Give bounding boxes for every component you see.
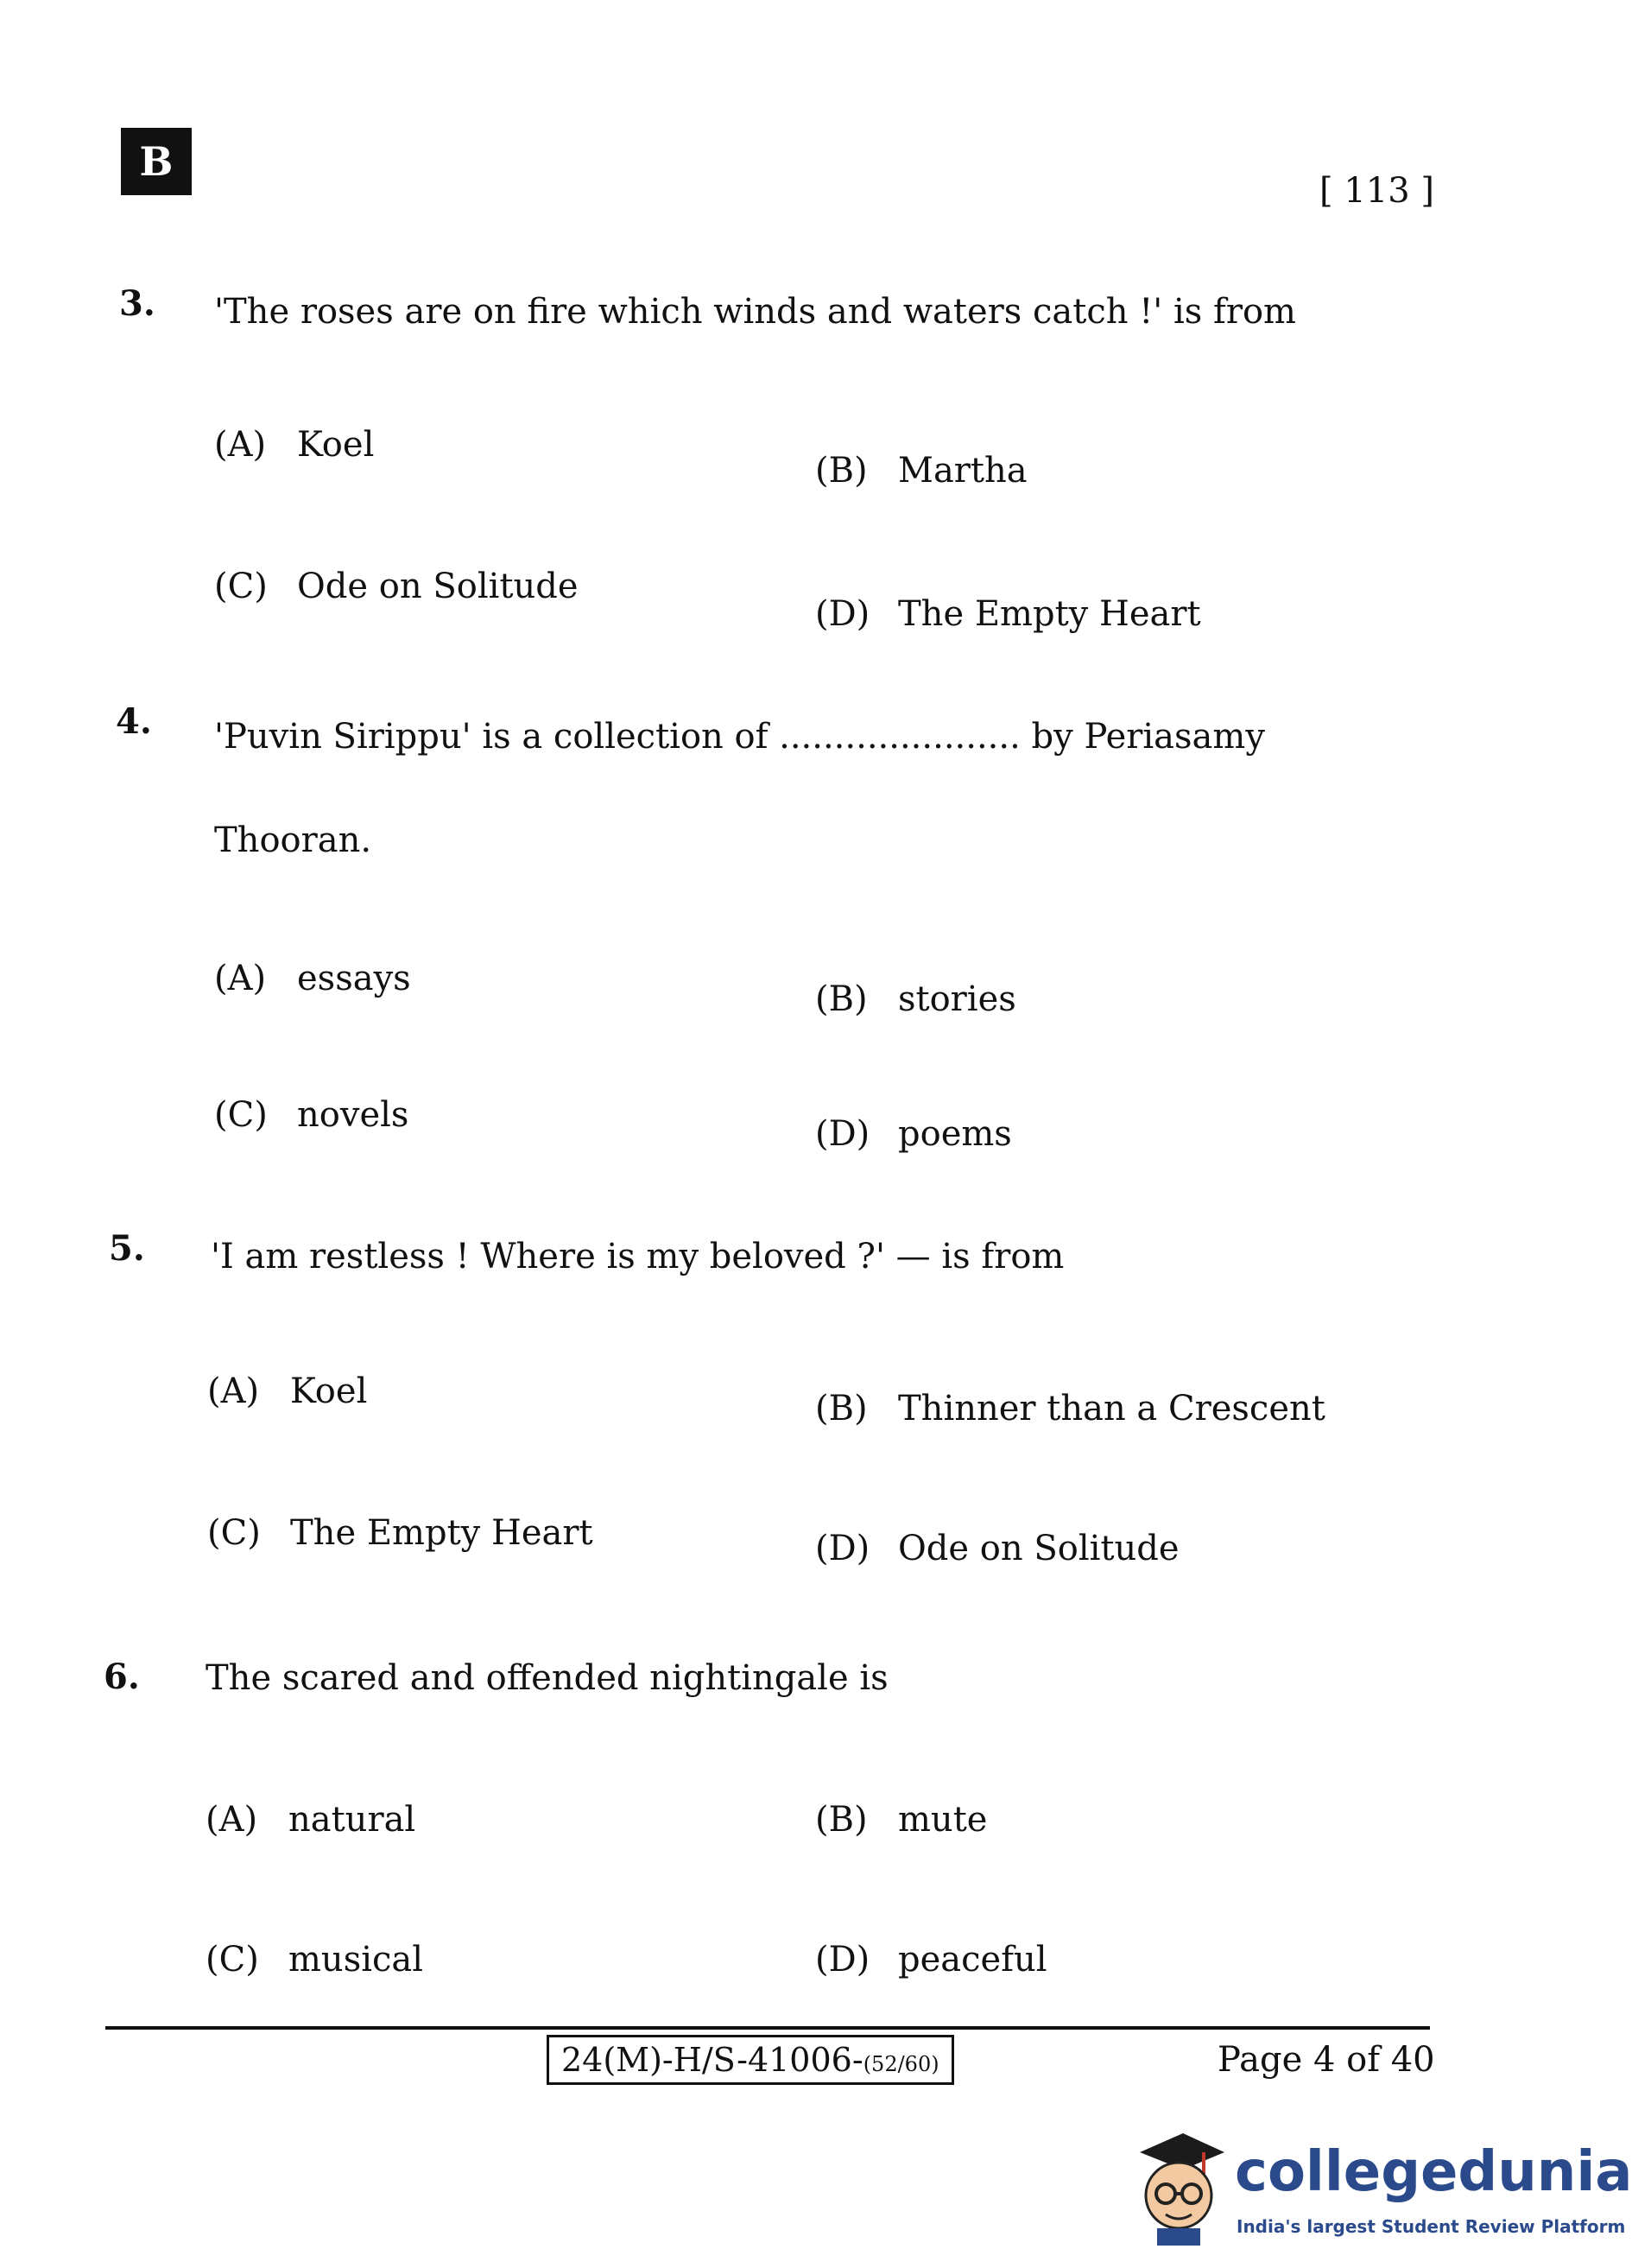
option-text: The Empty Heart: [898, 594, 1201, 634]
option-text: Ode on Solitude: [297, 567, 579, 606]
option-text: novels: [297, 1095, 409, 1135]
question-text-continued: Thooran.: [214, 820, 372, 860]
option-label: (B): [815, 1389, 868, 1429]
option-label: (D): [815, 1940, 870, 1980]
question-text: 'The roses are on fire which winds and waters catch !' is from: [214, 292, 1296, 332]
option-a: [214, 425, 374, 465]
option-label: (D): [815, 1114, 870, 1154]
question-number: 5.: [109, 1228, 145, 1269]
option-b: [815, 1800, 987, 1840]
option-a: [214, 959, 411, 998]
option-b: [815, 1389, 1325, 1429]
option-c: [214, 567, 579, 606]
option-d: [815, 1529, 1180, 1568]
option-text: The Empty Heart: [290, 1513, 593, 1553]
brand-tagline: India's largest Student Review Platform: [1237, 2216, 1626, 2237]
option-text: musical: [288, 1940, 424, 1980]
option-text: natural: [288, 1800, 416, 1840]
option-label: (B): [815, 979, 868, 1019]
option-label: (D): [815, 1529, 870, 1568]
option-text: poems: [898, 1114, 1012, 1154]
option-text: Ode on Solitude: [898, 1529, 1180, 1568]
question-number: 4.: [116, 701, 152, 742]
option-text: Martha: [898, 451, 1028, 491]
paper-code-text: 24(M)-H/S-41006-: [561, 2041, 863, 2079]
option-a: [207, 1372, 367, 1411]
option-text: stories: [898, 979, 1016, 1019]
option-label: (B): [815, 451, 868, 491]
option-label: (A): [206, 1800, 258, 1840]
mascot-logo-icon: [1131, 2126, 1226, 2247]
question-text: The scared and offended nightingale is: [206, 1658, 889, 1698]
option-label: (C): [206, 1940, 259, 1980]
option-c: [207, 1513, 593, 1553]
question-number: 6.: [104, 1657, 140, 1697]
option-label: (C): [214, 1095, 268, 1135]
option-label: (A): [214, 959, 267, 998]
option-text: essays: [297, 959, 411, 998]
option-label: (C): [207, 1513, 261, 1553]
option-label: (A): [207, 1372, 260, 1411]
option-d: [815, 1114, 1012, 1154]
option-label: (A): [214, 425, 267, 465]
page-number: Page 4 of 40: [1218, 2040, 1435, 2080]
paper-code-suffix: (52/60): [863, 2052, 939, 2076]
option-text: Koel: [290, 1372, 368, 1411]
option-text: Koel: [297, 425, 375, 465]
set-badge: B: [121, 128, 192, 195]
question-text: 'Puvin Sirippu' is a collection of ...................... by Periasamy: [214, 717, 1265, 757]
question-number: 3.: [119, 283, 155, 324]
option-d: [815, 1940, 1047, 1980]
option-b: [815, 979, 1016, 1019]
option-a: [206, 1800, 415, 1840]
option-label: (C): [214, 567, 268, 606]
paper-code-number: [ 113 ]: [1319, 171, 1434, 211]
option-text: peaceful: [898, 1940, 1047, 1980]
option-c: [214, 1095, 408, 1135]
footer-divider: [105, 2026, 1430, 2030]
option-b: [815, 451, 1028, 491]
option-label: (B): [815, 1800, 868, 1840]
footer-paper-code: [547, 2035, 954, 2085]
option-text: mute: [898, 1800, 988, 1840]
option-text: Thinner than a Crescent: [898, 1389, 1325, 1429]
option-c: [206, 1940, 423, 1980]
option-d: [815, 594, 1201, 634]
brand-logo-text: collegedunia: [1235, 2140, 1632, 2204]
question-text: 'I am restless ! Where is my beloved ?' — is from: [211, 1237, 1065, 1277]
option-label: (D): [815, 594, 870, 634]
